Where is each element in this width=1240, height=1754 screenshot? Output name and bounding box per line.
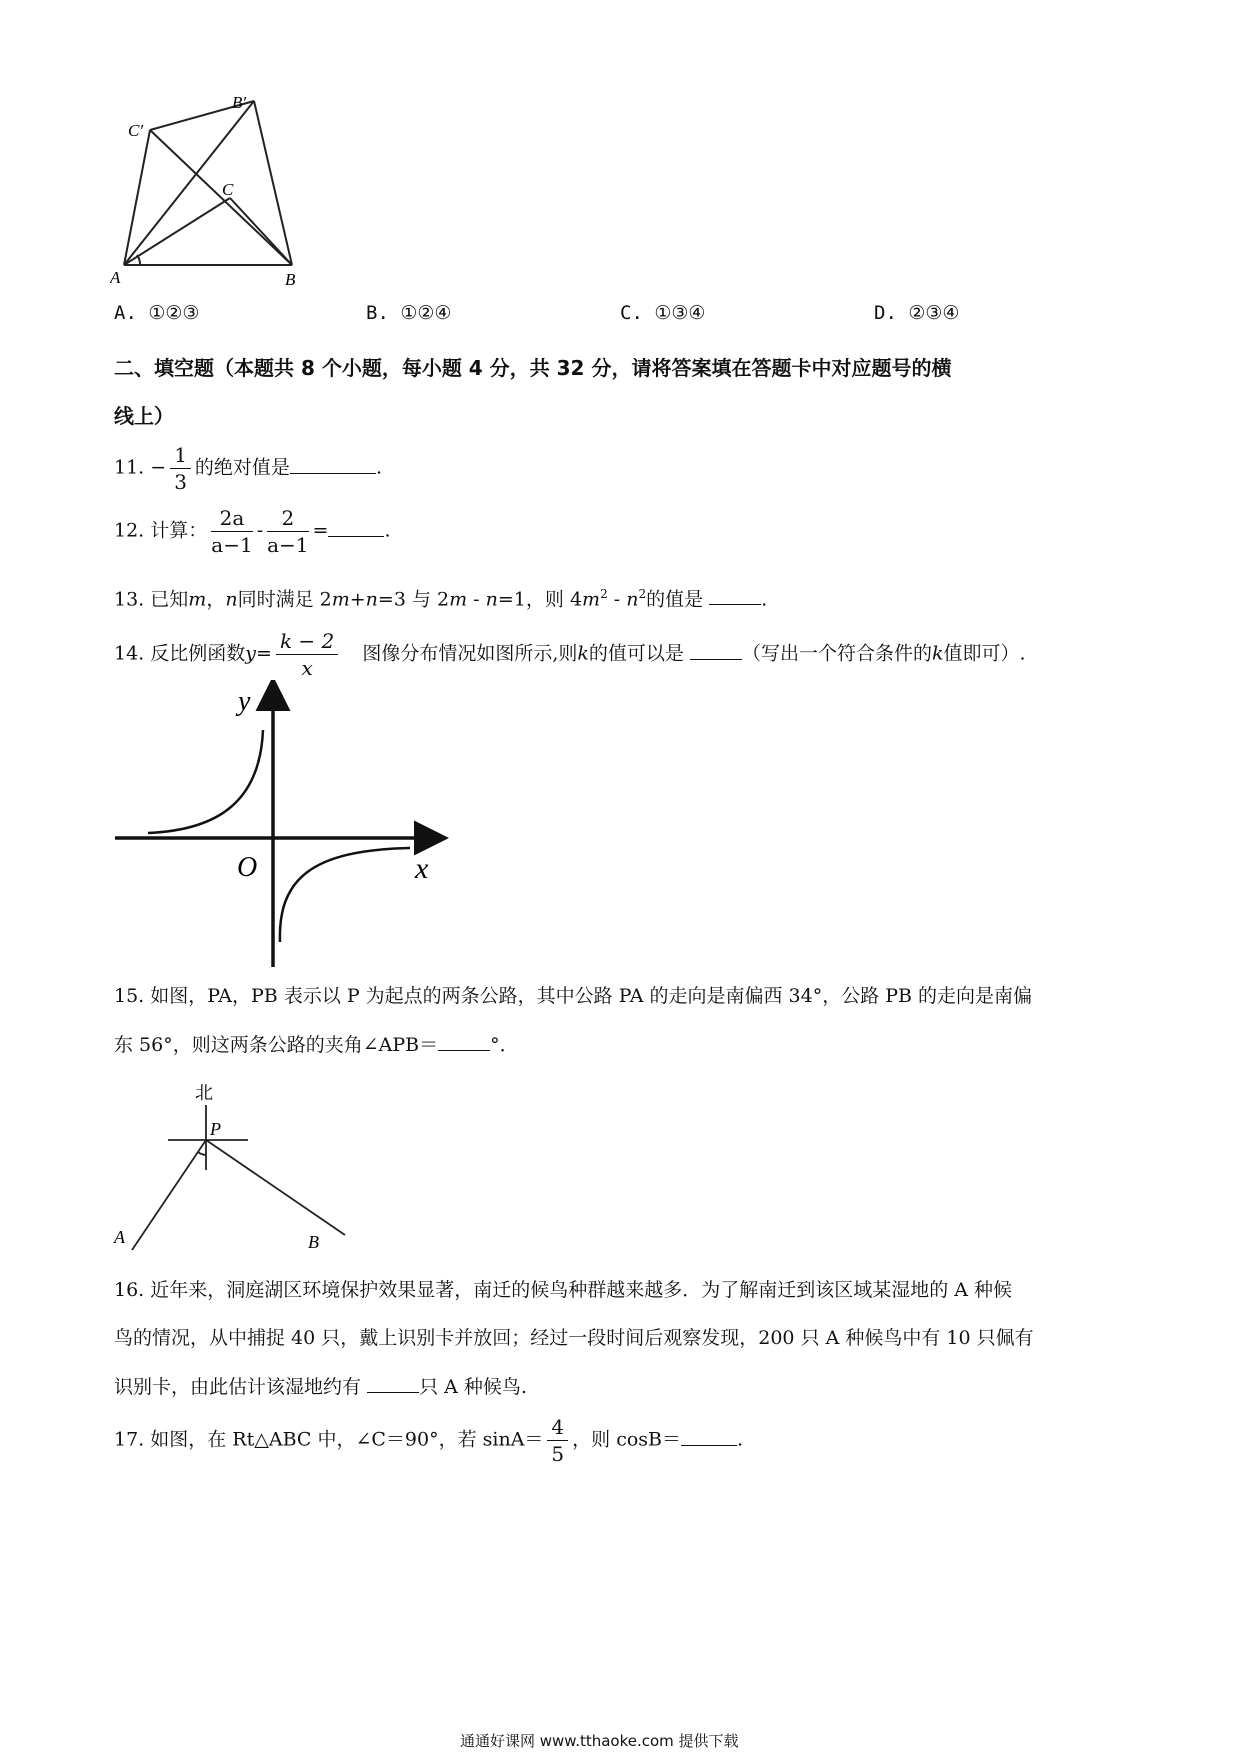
q12-fraction-2: [267, 505, 308, 558]
q12-f1-num: 2a: [211, 505, 252, 532]
q13-n2: n: [365, 588, 378, 611]
choice-b-value: ①②④: [400, 302, 452, 324]
q15-number: 15.: [114, 985, 145, 1007]
q13-t9: 的值是: [646, 588, 704, 611]
q14-frac-num: k − 2: [276, 628, 338, 655]
q14-fraction: [276, 628, 338, 681]
q11-end: .: [375, 456, 382, 479]
q17-fraction: [547, 1414, 568, 1467]
q14-k2: k: [931, 642, 944, 665]
q14-answer-blank[interactable]: [690, 641, 742, 660]
q15-answer-blank[interactable]: [438, 1032, 490, 1051]
q13-t2: ，: [206, 588, 226, 611]
point-a-label: A: [114, 1227, 125, 1247]
origin-label: O: [237, 852, 258, 883]
q12-number: 12.: [114, 519, 145, 542]
q13-t3: 同时满足 2: [237, 588, 332, 611]
question-16-line3: [114, 1374, 527, 1399]
question-13: [114, 582, 767, 611]
q13-t8: -: [607, 588, 627, 611]
q14-frac-den: x: [301, 656, 313, 680]
q14-t3: 的值可以是: [588, 642, 684, 665]
q17-frac-num: 4: [547, 1414, 568, 1441]
question-15-line1: [114, 984, 1032, 1008]
q12-eq: =: [312, 519, 329, 542]
choice-d-value: ②③④: [908, 302, 960, 324]
q13-end: .: [761, 588, 768, 611]
q14-eq: =: [256, 642, 272, 665]
choice-d[interactable]: [874, 302, 959, 324]
choice-a-letter: A.: [114, 302, 137, 324]
q15-line1: 如图，PA，PB 表示以 P 为起点的两条公路，其中公路 PA 的走向是南偏西 34°，公路 PB 的走向是南偏: [150, 985, 1033, 1007]
q16-line3b: 只 A 种候鸟.: [419, 1376, 527, 1398]
q14-t1: 反比例函数: [150, 642, 246, 665]
question-14: [114, 628, 1026, 681]
question-15-line2: [114, 1032, 519, 1057]
q16-answer-blank[interactable]: [367, 1374, 419, 1393]
question-12: [114, 505, 390, 558]
north-label: 北: [195, 1083, 213, 1103]
q15-line2a: 东 56°，则这两条公路的夹角∠APB＝: [114, 1034, 439, 1056]
q17-answer-blank[interactable]: [681, 1427, 737, 1446]
q17-end: .: [737, 1428, 744, 1451]
q12-fraction-1: [211, 505, 252, 558]
q14-t4: （写出一个符合条件的: [741, 642, 932, 665]
road-direction-figure: [110, 1075, 360, 1255]
choice-b-letter: B.: [366, 302, 389, 324]
choice-a[interactable]: [114, 302, 199, 324]
q13-n3: n: [485, 588, 498, 611]
q13-answer-blank[interactable]: [709, 586, 761, 605]
q12-end: .: [384, 519, 391, 542]
page-footer: 通通好课网 www.tthaoke.com 提供下载: [460, 1732, 739, 1750]
q15-line2b: °．: [490, 1034, 519, 1056]
q13-m4: m: [582, 588, 601, 611]
question-11: [114, 442, 382, 495]
choice-c[interactable]: [620, 302, 705, 324]
q17-t1: 17. 如图，在 Rt△ABC 中，∠C＝90°，若 sinA＝: [114, 1428, 544, 1451]
q13-m3: m: [449, 588, 468, 611]
x-axis-label: x: [415, 852, 429, 885]
q12-f2-num: 2: [267, 505, 308, 532]
q13-n4: n: [626, 588, 639, 611]
section-heading-line1: 二、填空题（本题共 8 个小题，每小题 4 分，共 32 分，请将答案填在答题卡中对应题号的横: [114, 356, 952, 380]
label-a: A: [110, 268, 121, 287]
label-b: B: [285, 270, 296, 289]
label-b-prime: B′: [232, 95, 247, 112]
q12-prefix: 计算：: [150, 519, 208, 542]
curve-quadrant-4: [280, 848, 410, 942]
question-17: [114, 1414, 743, 1467]
q16-line3a: 识别卡，由此估计该湿地约有: [114, 1376, 362, 1398]
q11-fraction: [170, 442, 191, 495]
q12-f2-den: a−1: [267, 533, 309, 557]
q11-text: 的绝对值是: [194, 456, 290, 479]
q11-answer-blank[interactable]: [290, 455, 376, 474]
question-16-line2: 鸟的情况，从中捕捉 40 只，戴上识别卡并放回；经过一段时间后观察发现，200 只 A 种候鸟中有 10 只佩有: [114, 1327, 1034, 1349]
q14-t2: 图像分布情况如图所示,则: [362, 642, 578, 665]
q14-number: 14.: [114, 642, 145, 665]
label-c: C: [222, 180, 234, 199]
choice-c-letter: C.: [620, 302, 643, 324]
choice-b[interactable]: [366, 302, 451, 324]
q11-minus: −: [150, 456, 167, 479]
q17-t2: ，则 cosB＝: [572, 1428, 681, 1451]
q12-f1-den: a−1: [211, 533, 253, 557]
q14-y: y: [245, 642, 257, 665]
choice-d-letter: D.: [874, 302, 897, 324]
q17-frac-den: 5: [551, 1442, 565, 1466]
q11-number: 11.: [114, 456, 145, 479]
hyperbola-graph: [110, 680, 450, 970]
q12-answer-blank[interactable]: [328, 518, 384, 537]
q13-t5: =3 与 2: [377, 588, 450, 611]
point-b-label: B: [308, 1232, 319, 1252]
q13-n: n: [225, 588, 238, 611]
section-heading-line2: 线上）: [114, 404, 174, 428]
q13-sup1: 2: [600, 587, 608, 601]
choice-c-value: ①③④: [654, 302, 706, 324]
q13-t1: 已知: [150, 588, 189, 611]
question-16-line1: 16. 近年来，洞庭湖区环境保护效果显著，南迁的候鸟种群越来越多．为了解南迁到该区域某湿地的 A 种候: [114, 1279, 1013, 1301]
q12-op: -: [256, 519, 264, 542]
q14-k: k: [577, 642, 589, 665]
q13-number: 13.: [114, 588, 145, 611]
y-axis-label: y: [238, 686, 251, 717]
q14-t5: 值即可）.: [943, 642, 1026, 665]
q13-m: m: [188, 588, 207, 611]
point-p-label: P: [210, 1119, 221, 1139]
quadrilateral-figure: [110, 95, 340, 290]
label-c-prime: C′: [128, 121, 144, 140]
q13-m2: m: [331, 588, 350, 611]
q13-t7: =1，则 4: [497, 588, 583, 611]
choice-a-value: ①②③: [148, 302, 200, 324]
q13-t4: +: [349, 588, 366, 611]
curve-quadrant-2: [148, 730, 263, 833]
q13-t6: -: [467, 588, 486, 611]
q13-sup2: 2: [638, 587, 647, 601]
q11-frac-den: 3: [174, 470, 187, 494]
q11-frac-num: 1: [170, 442, 191, 469]
